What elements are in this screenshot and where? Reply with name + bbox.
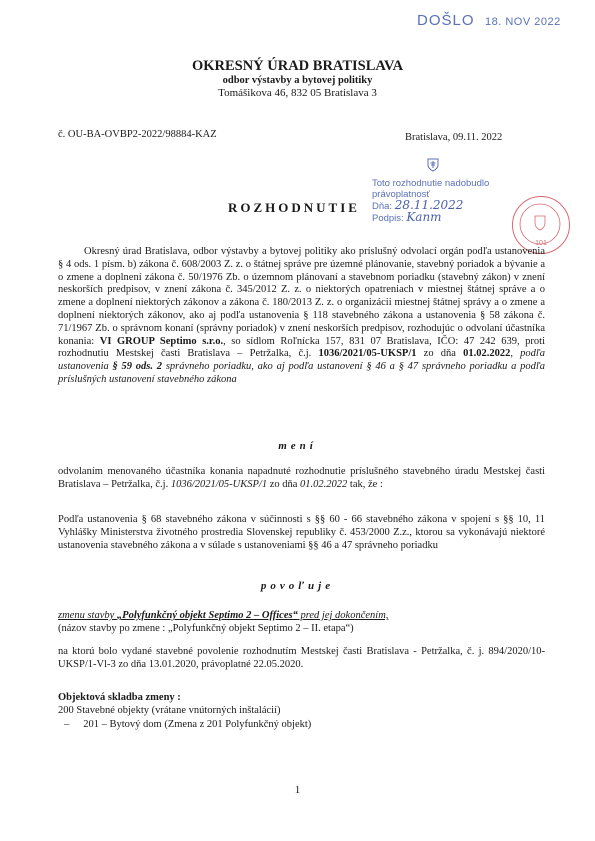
validity-date-row [372,200,512,212]
letterhead [0,58,595,100]
document-title: ROZHODNUTIE [228,200,360,215]
validity-line2: právoplatnosť [372,189,430,200]
department-name: odbor výstavby a bytovej politiky [222,75,373,86]
change-paragraph [58,466,545,492]
validity-line1: Toto rozhodnutie nadobudlo [372,178,490,189]
intro-text-5: správneho poriadku, ako aj podľa ustanovení § 46 a § 47 správneho poriadku a podľa príslušných ustanovení stavebného zákona [58,361,545,385]
structure-heading: Objektová skladba zmeny : [58,692,181,703]
office-address: Tomášikova 46, 832 05 Bratislava 3 [218,87,377,99]
change-title-b: pred jej dokončením, [297,610,389,621]
page-number: 1 [294,784,301,796]
change-text-c: tak, že : [347,478,383,490]
povoluje-heading: povoľuje [260,580,335,592]
intro-text-4: , podľa ustanovenia [58,348,545,373]
intro-text-2: , so sídlom Roľnícka 157, 831 07 Bratislava, IČO: 47 242 639, proti rozhodnutiu Mestskej časti Bratislava – Petržalka, č.j. [58,335,545,360]
intro-para-ref: § 59 ods. 2 [112,361,163,373]
validity-signature-value: Kanm [406,210,442,224]
change-ref: 1036/2021/05-UKSP/1 [170,478,268,490]
received-stamp-word: DOŠLO [417,12,475,29]
office-name: OKRESNÝ ÚRAD BRATISLAVA [191,58,404,74]
intro-company: VI GROUP Septimo s.r.o. [99,335,224,347]
permit-paragraph: na ktorú bolo vydané stavebné povolenie rozhodnutím Mestskej časti Bratislava - Petržalka, č. j. 894/2020/10- UKSP/1-Vl-3 zo dňa 13.01.2020, právoplatné 22.05.2020. [58,646,545,670]
coat-of-arms-icon [427,158,439,172]
structure-item-201 [64,719,551,732]
legal-basis-paragraph: Podľa ustanovenia § 68 stavebného zákona v súčinnosti s §§ 60 - 66 stavebného zákona v spojení s §§ 10, 11 Vyhlášky Ministerstva životného prostredia Slovenskej republiky č. 453/2000 Z.z., ktorou sa vykonávajú niektoré ustanovenia stavebného zákona a v súlade s ustanoveniami §§ 46 a 47 správneho poriadku [58,514,545,551]
place-date: Bratislava, 09.11. 2022 [405,132,503,143]
structure-item-201-text: 201 – Bytový dom (Zmena z 201 Polyfunkčný objekt) [83,719,312,730]
validity-stamp [372,178,512,224]
validity-signature-label: Podpis: [372,213,404,224]
received-stamp-date: 18. NOV 2022 [484,16,561,28]
change-title [58,610,545,623]
validity-date-value: 28.11.2022 [394,198,464,212]
change-title-a: zmenu stavby [58,610,117,621]
validity-date-label: Dňa: [372,201,393,212]
meni-heading: mení [278,440,317,452]
building-name: „Polyfunkčný objekt Septimo 2 – Offices“ [116,610,298,621]
intro-text-1: Okresný úrad Bratislava, odbor výstavby a bytovej politiky ako príslušný odvolací orgán podľa ustanovenia § 4 ods. 1 písm. b) zákona č. 608/2003 Z. z. o štátnej správe pre územné plánovanie, stavebný poriadok a bývanie a o zmene a doplnení zákona č. 50/1976 Zb. o územnom plánovaní a stavebnom poriadku (stavebný zákon) v znení neskorších predpisov, v znení zákona č. 345/2012 Z. z. o niektorých opatreniach v miestnej štátnej správe a o zmene a doplnení niektorých zákonov a zákona č. 180/2013 Z. z. o organizácii miestnej štátnej správy a o zmene a doplnení niektorých zákonov, ako aj podľa ustanovenia § 118 stavebného zákona a ustanovenia § 58 zákona č. 71/1967 Zb. o správnom konaní (správny poriadok) v znení neskorších predpisov, rozhodujúc o odvolaní účastníka konania: [58,246,545,347]
structure-dash: – [64,719,70,730]
intro-text-3: zo dňa [416,348,464,360]
round-stamp-number: 101 [535,240,547,247]
received-stamp [417,12,561,30]
change-text-b: zo dňa [267,478,301,490]
change-subtitle: (názov stavby po zmene : „Polyfunkčný objekt Septimo 2 – II. etapa“) [58,623,354,634]
change-text-a: odvolaním menovaného účastníka konania napadnuté rozhodnutie príslušného stavebného úradu Mestskej časti Bratislava – Petržalka, č.j. [58,466,545,490]
reference-number: č. OU-BA-OVBP2-2022/98884-KAZ [58,129,217,140]
validity-signature-row [372,212,512,224]
intro-paragraph [58,246,545,387]
change-date: 01.02.2022 [300,478,348,490]
intro-decision-ref: 1036/2021/05-UKSP/1 [318,348,417,360]
intro-decision-date: 01.02.2022 [463,348,511,360]
structure-item-200: 200 Stavebné objekty (vrátane vnútorných inštalácií) [58,705,281,716]
